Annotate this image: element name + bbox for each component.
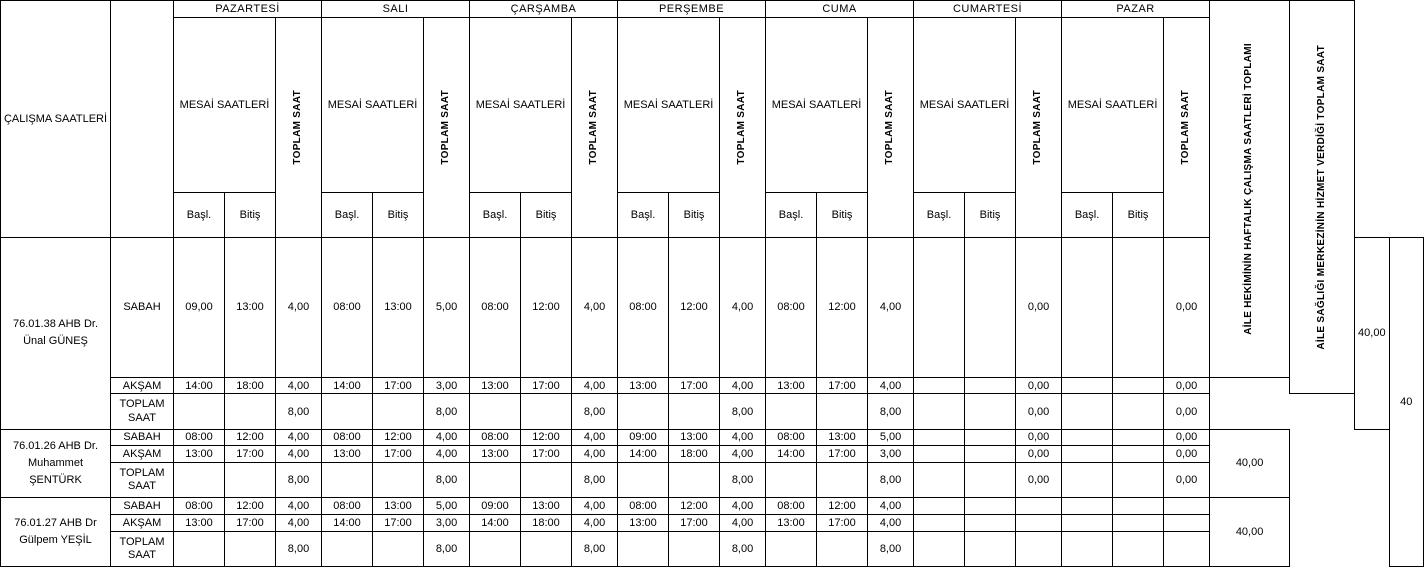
cell-end[interactable]: 17:00 [817, 377, 868, 394]
shift-label-evening-1: AKŞAM [111, 377, 174, 394]
shift-label-evening-3: AKŞAM [111, 514, 174, 531]
cell-start[interactable]: 14:00 [174, 377, 225, 394]
cell-total: 5,00 [424, 237, 470, 377]
cell-start[interactable] [1062, 377, 1113, 394]
cell-day-total: 8,00 [572, 531, 618, 566]
cell-empty [1113, 531, 1164, 566]
cell-day-total: 8,00 [424, 531, 470, 566]
header-end-sali: Bitiş [373, 193, 424, 238]
cell-start[interactable]: 08:00 [766, 237, 817, 377]
cell-total: 4,00 [720, 429, 766, 446]
cell-empty [1113, 394, 1164, 429]
cell-empty [225, 531, 276, 566]
header-mesai-carsamba: MESAİ SAATLERİ [470, 17, 572, 193]
cell-total: 5,00 [868, 429, 914, 446]
cell-start[interactable]: 13:00 [766, 514, 817, 531]
doctor-weekly-total-3: 40,00 [1210, 498, 1290, 567]
cell-day-total: 0,00 [1016, 463, 1062, 498]
header-mesai-pazar: MESAİ SAATLERİ [1062, 17, 1164, 193]
cell-start[interactable]: 08:00 [766, 498, 817, 515]
cell-empty [914, 394, 965, 429]
cell-total: 4,00 [572, 446, 618, 463]
cell-empty [174, 394, 225, 429]
header-end-pazar: Bitiş [1113, 193, 1164, 238]
shift-label-total-1: TOPLAM SAAT [111, 394, 174, 429]
cell-day-total [1016, 531, 1062, 566]
cell-total: 4,00 [572, 237, 618, 377]
header-row-days [1, 1, 1424, 18]
header-center-total-label: AİLE SAĞLIĞI MERKEZİNİN HİZMET VERDİĞİ TOPLAM SAAT [1315, 44, 1327, 350]
cell-end[interactable]: 13:00 [373, 498, 424, 515]
cell-start[interactable] [1062, 498, 1113, 515]
cell-empty [1062, 463, 1113, 498]
cell-total: 4,00 [720, 514, 766, 531]
cell-end[interactable]: 12:00 [817, 237, 868, 377]
cell-end[interactable] [1113, 429, 1164, 446]
cell-start[interactable]: 08:00 [470, 429, 521, 446]
header-mesai-cuma: MESAİ SAATLERİ [766, 17, 868, 193]
header-day-sali: SALI [322, 1, 470, 18]
cell-start[interactable]: 13:00 [470, 377, 521, 394]
cell-total: 4,00 [424, 429, 470, 446]
cell-empty [914, 463, 965, 498]
cell-empty [965, 531, 1016, 566]
cell-start[interactable]: 08:00 [618, 237, 669, 377]
cell-end[interactable] [965, 429, 1016, 446]
cell-total: 4,00 [424, 446, 470, 463]
header-end-persembe: Bitiş [669, 193, 720, 238]
cell-end[interactable]: 17:00 [817, 446, 868, 463]
header-end-cumartesi: Bitiş [965, 193, 1016, 238]
cell-end[interactable]: 12:00 [225, 429, 276, 446]
doctor-name-3: 76.01.27 AHB Dr Gülpem YEŞİL [1, 498, 111, 567]
cell-empty [174, 531, 225, 566]
cell-end[interactable]: 18:00 [225, 377, 276, 394]
cell-total: 4,00 [572, 498, 618, 515]
cell-end[interactable]: 17:00 [669, 514, 720, 531]
cell-end[interactable]: 12:00 [521, 429, 572, 446]
header-total-persembe-label: TOPLAM SAAT [736, 90, 748, 165]
cell-day-total: 8,00 [720, 531, 766, 566]
header-total-pazartesi-label: TOPLAM SAAT [292, 90, 304, 165]
cell-day-total: 8,00 [868, 394, 914, 429]
header-day-persembe: PERŞEMBE [618, 1, 766, 18]
cell-total: 4,00 [868, 377, 914, 394]
cell-empty [1062, 531, 1113, 566]
cell-total: 3,00 [424, 377, 470, 394]
cell-end[interactable]: 12:00 [669, 237, 720, 377]
cell-end[interactable]: 17:00 [373, 377, 424, 394]
header-start-pazartesi: Başl. [174, 193, 225, 238]
cell-day-total [1164, 531, 1210, 566]
cell-end[interactable]: 17:00 [373, 514, 424, 531]
header-calisma-saatleri: ÇALIŞMA SAATLERİ [1, 1, 111, 238]
cell-empty [225, 463, 276, 498]
cell-day-total: 0,00 [1164, 463, 1210, 498]
cell-total: 5,00 [424, 498, 470, 515]
header-total-pazar-label: TOPLAM SAAT [1180, 90, 1192, 165]
cell-start[interactable]: 08:00 [174, 498, 225, 515]
cell-total: 0,00 [1016, 237, 1062, 377]
cell-start[interactable]: 14:00 [322, 514, 373, 531]
cell-start[interactable] [1062, 514, 1113, 531]
cell-start[interactable]: 08:00 [322, 498, 373, 515]
cell-empty [174, 463, 225, 498]
cell-empty [766, 394, 817, 429]
center-grand-total: 40 [1389, 237, 1423, 566]
cell-empty [766, 463, 817, 498]
cell-day-total: 8,00 [572, 463, 618, 498]
cell-total: 4,00 [276, 498, 322, 515]
cell-empty [1113, 463, 1164, 498]
cell-end[interactable] [965, 446, 1016, 463]
header-weekly-total-label: AİLE HEKİMİNİN HAFTALIK ÇALIŞMA SAATLERİ TOPLAMI [1243, 42, 1255, 335]
cell-end[interactable]: 17:00 [521, 377, 572, 394]
cell-empty [322, 394, 373, 429]
cell-end[interactable]: 17:00 [373, 446, 424, 463]
cell-day-total: 8,00 [868, 463, 914, 498]
cell-total: 4,00 [868, 498, 914, 515]
cell-start[interactable]: 14:00 [618, 446, 669, 463]
cell-empty [817, 394, 868, 429]
cell-day-total: 8,00 [720, 394, 766, 429]
cell-empty [618, 394, 669, 429]
header-total-cumartesi [1016, 17, 1062, 237]
cell-start[interactable]: 09,00 [174, 237, 225, 377]
header-total-sali [424, 17, 470, 237]
cell-end[interactable]: 17:00 [225, 514, 276, 531]
cell-empty [669, 531, 720, 566]
cell-total: 4,00 [720, 237, 766, 377]
cell-start[interactable]: 13:00 [174, 514, 225, 531]
header-total-sali-label: TOPLAM SAAT [440, 90, 452, 165]
cell-start[interactable] [914, 446, 965, 463]
cell-total: 3,00 [868, 446, 914, 463]
cell-empty [373, 463, 424, 498]
header-total-carsamba-label: TOPLAM SAAT [588, 90, 600, 165]
table-row [1, 429, 1424, 446]
cell-start[interactable] [914, 237, 965, 377]
cell-end[interactable] [1113, 498, 1164, 515]
header-total-pazartesi [276, 17, 322, 237]
cell-total: 0,00 [1164, 377, 1210, 394]
cell-end[interactable] [1113, 377, 1164, 394]
cell-total: 4,00 [276, 377, 322, 394]
shift-label-morning-1: SABAH [111, 237, 174, 377]
cell-total: 0,00 [1016, 377, 1062, 394]
header-mesai-pazartesi: MESAİ SAATLERİ [174, 17, 276, 193]
cell-start[interactable]: 14:00 [470, 514, 521, 531]
header-total-cumartesi-label: TOPLAM SAAT [1032, 90, 1044, 165]
header-day-carsamba: ÇARŞAMBA [470, 1, 618, 18]
cell-end[interactable] [1113, 446, 1164, 463]
cell-end[interactable]: 17:00 [669, 377, 720, 394]
cell-end[interactable]: 12:00 [669, 498, 720, 515]
cell-total: 4,00 [720, 377, 766, 394]
cell-day-total: 8,00 [572, 394, 618, 429]
cell-start[interactable]: 13:00 [618, 514, 669, 531]
header-total-persembe [720, 17, 766, 237]
header-day-cuma: CUMA [766, 1, 914, 18]
header-total-carsamba [572, 17, 618, 237]
header-day-cumartesi: CUMARTESİ [914, 1, 1062, 18]
cell-total: 0,00 [1164, 237, 1210, 377]
cell-day-total: 8,00 [720, 463, 766, 498]
cell-total [1016, 514, 1062, 531]
cell-day-total: 8,00 [276, 531, 322, 566]
cell-end[interactable]: 12:00 [373, 429, 424, 446]
cell-day-total: 8,00 [868, 531, 914, 566]
cell-end[interactable] [965, 377, 1016, 394]
cell-empty [914, 531, 965, 566]
cell-total [1016, 498, 1062, 515]
cell-start[interactable] [1062, 429, 1113, 446]
cell-empty [470, 531, 521, 566]
cell-total: 4,00 [572, 514, 618, 531]
cell-day-total: 8,00 [424, 394, 470, 429]
cell-end[interactable]: 13:00 [817, 429, 868, 446]
header-start-cuma: Başl. [766, 193, 817, 238]
cell-empty [766, 531, 817, 566]
cell-end[interactable]: 13:00 [373, 237, 424, 377]
cell-start[interactable]: 13:00 [470, 446, 521, 463]
header-shift-spacer [111, 1, 174, 238]
header-day-pazar: PAZAR [1062, 1, 1210, 18]
cell-total: 4,00 [868, 514, 914, 531]
cell-empty [521, 394, 572, 429]
cell-start[interactable] [914, 429, 965, 446]
cell-empty [618, 463, 669, 498]
header-start-persembe: Başl. [618, 193, 669, 238]
shift-label-morning-2: SABAH [111, 429, 174, 446]
cell-day-total: 0,00 [1016, 394, 1062, 429]
cell-total: 0,00 [1016, 429, 1062, 446]
cell-start[interactable]: 13:00 [322, 446, 373, 463]
shift-label-evening-2: AKŞAM [111, 446, 174, 463]
cell-total: 3,00 [424, 514, 470, 531]
cell-empty [373, 531, 424, 566]
cell-end[interactable] [965, 237, 1016, 377]
cell-start[interactable] [1062, 446, 1113, 463]
table-row [1, 498, 1424, 515]
header-end-pazartesi: Bitiş [225, 193, 276, 238]
cell-start[interactable]: 09:00 [618, 429, 669, 446]
cell-total: 4,00 [720, 498, 766, 515]
cell-total: 0,00 [1164, 446, 1210, 463]
cell-end[interactable] [965, 498, 1016, 515]
header-start-carsamba: Başl. [470, 193, 521, 238]
cell-end[interactable]: 13:00 [669, 429, 720, 446]
cell-total: 4,00 [276, 429, 322, 446]
cell-total: 4,00 [720, 446, 766, 463]
header-end-cuma: Bitiş [817, 193, 868, 238]
doctor-weekly-total-1: 40,00 [1355, 237, 1389, 429]
cell-total: 4,00 [276, 237, 322, 377]
cell-end[interactable]: 12:00 [817, 498, 868, 515]
cell-total: 4,00 [572, 377, 618, 394]
header-total-cuma-label: TOPLAM SAAT [884, 90, 896, 165]
header-weekly-total [1210, 1, 1290, 378]
cell-day-total: 8,00 [276, 463, 322, 498]
cell-end[interactable] [1113, 237, 1164, 377]
cell-empty [470, 463, 521, 498]
cell-total: 4,00 [276, 514, 322, 531]
table-row-total [1, 394, 1424, 429]
cell-start[interactable]: 09:00 [470, 498, 521, 515]
cell-start[interactable] [1062, 237, 1113, 377]
cell-total: 0,00 [1016, 446, 1062, 463]
cell-day-total: 0,00 [1164, 394, 1210, 429]
cell-empty [225, 394, 276, 429]
cell-empty [322, 463, 373, 498]
cell-empty [965, 463, 1016, 498]
cell-start[interactable] [914, 377, 965, 394]
header-total-cuma [868, 17, 914, 237]
cell-day-total: 8,00 [424, 463, 470, 498]
cell-empty [669, 463, 720, 498]
header-start-pazar: Başl. [1062, 193, 1113, 238]
cell-end[interactable]: 17:00 [521, 446, 572, 463]
cell-empty [817, 463, 868, 498]
cell-start[interactable]: 08:00 [766, 429, 817, 446]
table-row [1, 377, 1424, 394]
cell-end[interactable]: 18:00 [521, 514, 572, 531]
cell-empty [373, 394, 424, 429]
cell-start[interactable]: 08:00 [174, 429, 225, 446]
header-mesai-persembe: MESAİ SAATLERİ [618, 17, 720, 193]
cell-start[interactable]: 14:00 [766, 446, 817, 463]
cell-empty [669, 394, 720, 429]
doctor-weekly-total-2: 40,00 [1210, 429, 1290, 498]
cell-total [1164, 514, 1210, 531]
header-end-carsamba: Bitiş [521, 193, 572, 238]
cell-end[interactable] [1113, 514, 1164, 531]
doctor-name-1: 76.01.38 AHB Dr. Ünal GÜNEŞ [1, 237, 111, 429]
cell-end[interactable]: 18:00 [669, 446, 720, 463]
cell-empty [521, 531, 572, 566]
cell-total [1164, 498, 1210, 515]
cell-total: 0,00 [1164, 429, 1210, 446]
cell-end[interactable]: 17:00 [225, 446, 276, 463]
cell-total: 4,00 [868, 237, 914, 377]
cell-end[interactable]: 13:00 [225, 237, 276, 377]
cell-start[interactable]: 08:00 [322, 429, 373, 446]
cell-end[interactable]: 13:00 [521, 498, 572, 515]
cell-empty [1062, 394, 1113, 429]
cell-start[interactable]: 14:00 [322, 377, 373, 394]
cell-end[interactable]: 12:00 [225, 498, 276, 515]
shift-label-morning-3: SABAH [111, 498, 174, 515]
header-mesai-cumartesi: MESAİ SAATLERİ [914, 17, 1016, 193]
cell-start[interactable]: 08:00 [322, 237, 373, 377]
cell-empty [817, 531, 868, 566]
cell-day-total: 8,00 [276, 394, 322, 429]
cell-empty [618, 531, 669, 566]
header-total-pazar [1164, 17, 1210, 237]
cell-start[interactable]: 13:00 [766, 377, 817, 394]
header-mesai-sali: MESAİ SAATLERİ [322, 17, 424, 193]
cell-empty [322, 531, 373, 566]
cell-total: 4,00 [276, 446, 322, 463]
header-start-cumartesi: Başl. [914, 193, 965, 238]
cell-total: 4,00 [572, 429, 618, 446]
cell-empty [521, 463, 572, 498]
header-day-pazartesi: PAZARTESİ [174, 1, 322, 18]
cell-end[interactable]: 17:00 [817, 514, 868, 531]
shift-label-total-2: TOPLAM SAAT [111, 463, 174, 498]
header-center-total [1290, 1, 1355, 394]
cell-end[interactable] [965, 514, 1016, 531]
cell-end[interactable]: 12:00 [521, 237, 572, 377]
cell-empty [965, 394, 1016, 429]
cell-start[interactable]: 08:00 [470, 237, 521, 377]
cell-start[interactable]: 13:00 [174, 446, 225, 463]
cell-start[interactable]: 08:00 [618, 498, 669, 515]
doctor-name-2: 76.01.26 AHB Dr. Muhammet ŞENTÜRK [1, 429, 111, 498]
header-start-sali: Başl. [322, 193, 373, 238]
cell-empty [470, 394, 521, 429]
cell-start[interactable]: 13:00 [618, 377, 669, 394]
cell-start[interactable] [914, 498, 965, 515]
cell-start[interactable] [914, 514, 965, 531]
shift-label-total-3: TOPLAM SAAT [111, 531, 174, 566]
